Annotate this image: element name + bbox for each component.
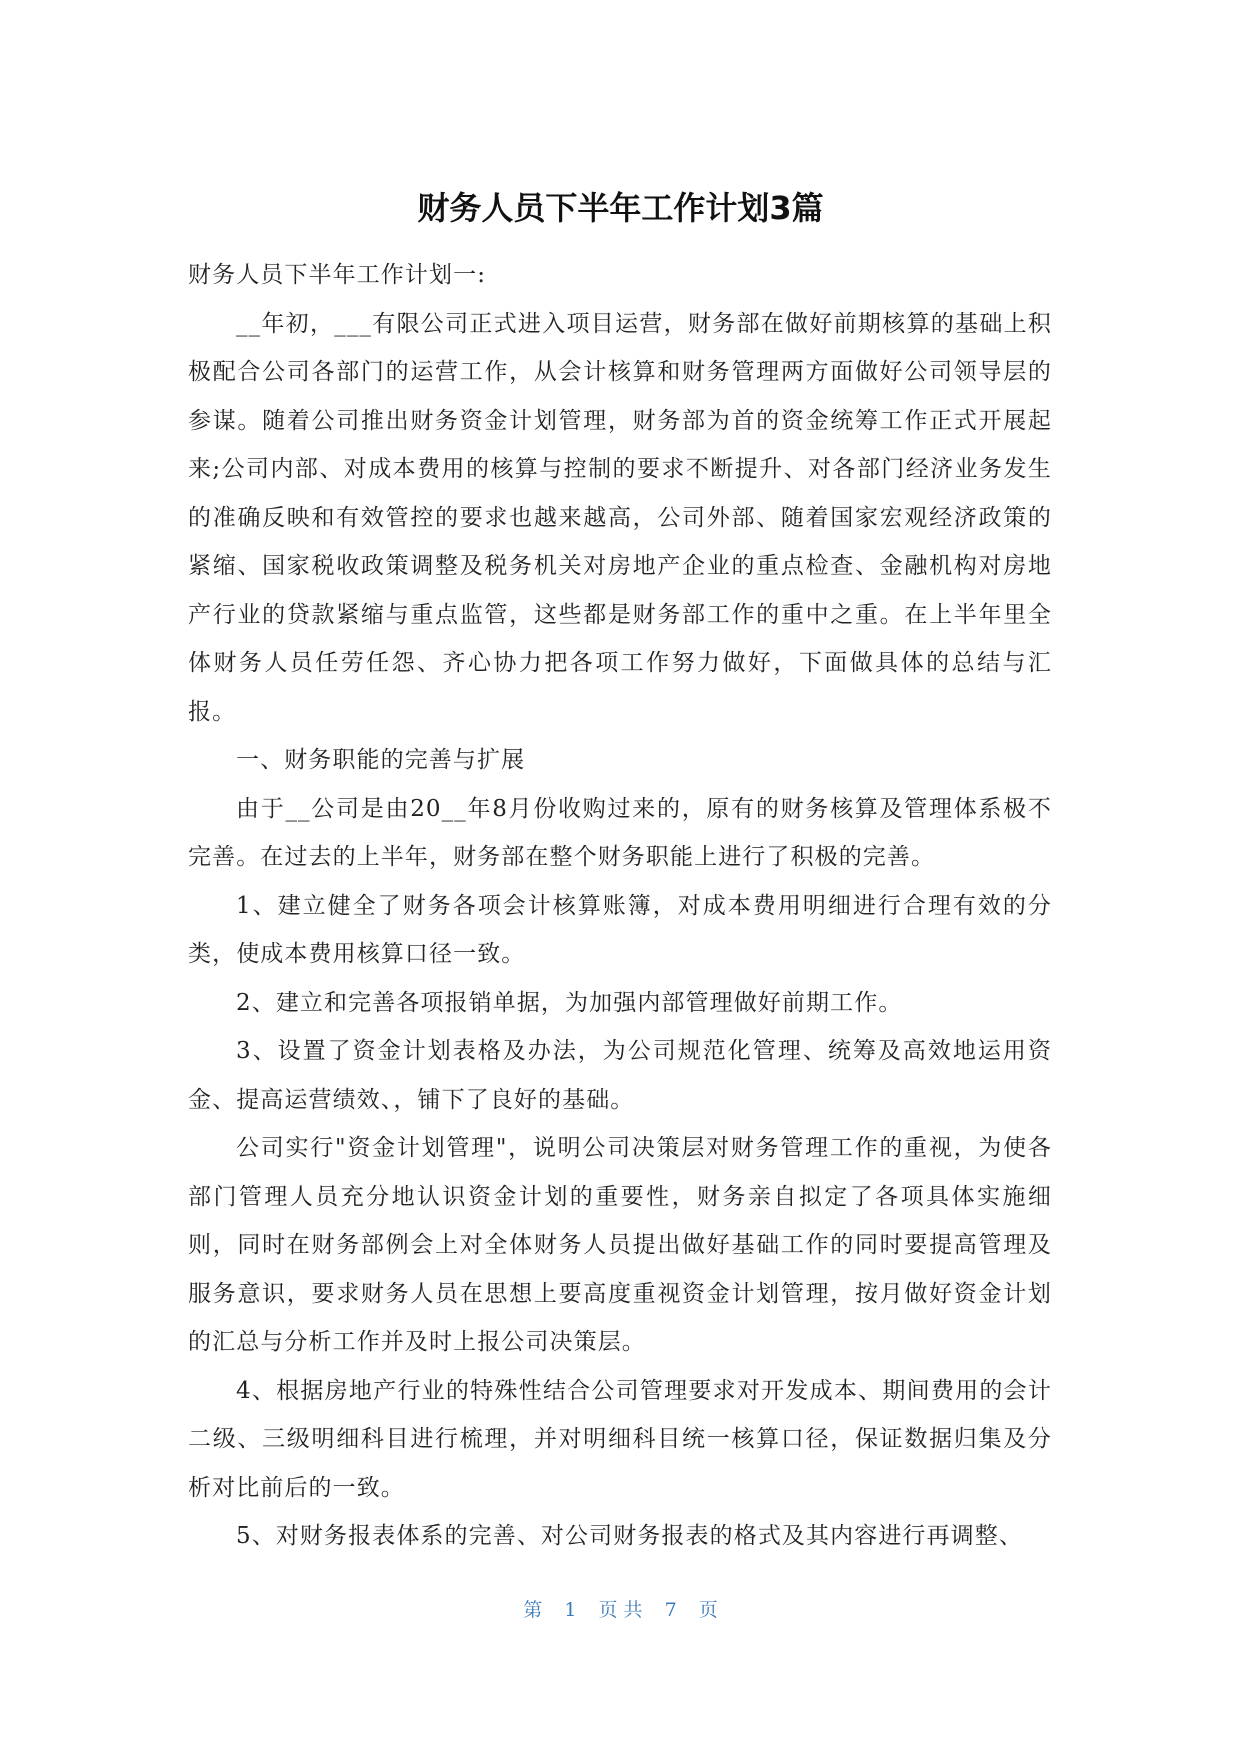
document-title: 财务人员下半年工作计划3篇 — [417, 189, 824, 227]
page-label-prefix: 第 — [523, 1599, 543, 1621]
page-label-suffix: 页 — [698, 1599, 718, 1621]
section-heading: 财务人员下半年工作计划一: — [188, 262, 487, 288]
list-item: 1、建立健全了财务各项会计核算账簿，对成本费用明细进行合理有效的分类，使成本费用核算口径一致。 — [188, 892, 1052, 967]
list-item: 2、建立和完善各项报销单据，为加强内部管理做好前期工作。 — [236, 989, 903, 1016]
document-body — [188, 251, 1052, 1561]
list-item: 5、对财务报表体系的完善、对公司财务报表的格式及其内容进行再调整、 — [236, 1523, 1023, 1549]
paragraph: 公司实行"资金计划管理"，说明公司决策层对财务管理工作的重视，为使各部门管理人员充分地认识资金计划的重要性，财务亲自拟定了各项具体实施细则，同时在财务部例会上对全体财务人员提出做好基础工作的同时要提高管理及服务意识，要求财务人员在思想上要高度重视资金计划管理，按月做好资金计划的汇总与分析工作并及时上报公司决策层。 — [188, 1135, 1052, 1355]
paragraph: 由于__公司是由20__年8月份收购过来的，原有的财务核算及管理体系极不完善。在过去的上半年，财务部在整个财务职能上进行了积极的完善。 — [188, 795, 1052, 870]
list-item: 3、设置了资金计划表格及办法，为公司规范化管理、统筹及高效地运用资金、提高运营绩效、，铺下了良好的基础。 — [188, 1038, 1052, 1113]
list-item: 4、根据房地产行业的特殊性结合公司管理要求对开发成本、期间费用的会计二级、三级明细科目进行梳理，并对明细科目统一核算口径，保证数据归集及分析对比前后的一致。 — [188, 1377, 1052, 1501]
page-footer — [0, 1597, 1241, 1623]
paragraph: __年初，___有限公司正式进入项目运营，财务部在做好前期核算的基础上积极配合公司各部门的运营工作，从会计核算和财务管理两方面做好公司领导层的参谋。随着公司推出财务资金计划管理，财务部为首的资金统筹工作正式开展起来;公司内部、对成本费用的核算与控制的要求不断提升、对各部门经济业务发生的准确反映和有效管控的要求也越来越高，公司外部、随着国家宏观经济政策的紧缩、国家税收政策调整及税务机关对房地产企业的重点检查、金融机构对房地产行业的贷款紧缩与重点监管，这些都是财务部工作的重中之重。在上半年里全体财务人员任劳任怨、齐心协力把各项工作努力做好，下面做具体的总结与汇报。 — [188, 310, 1052, 725]
current-page-number: 1 — [564, 1599, 577, 1621]
total-pages-number: 7 — [664, 1599, 677, 1621]
page-label-mid: 页 共 — [598, 1599, 643, 1621]
subsection-heading: 一、财务职能的完善与扩展 — [236, 747, 526, 773]
